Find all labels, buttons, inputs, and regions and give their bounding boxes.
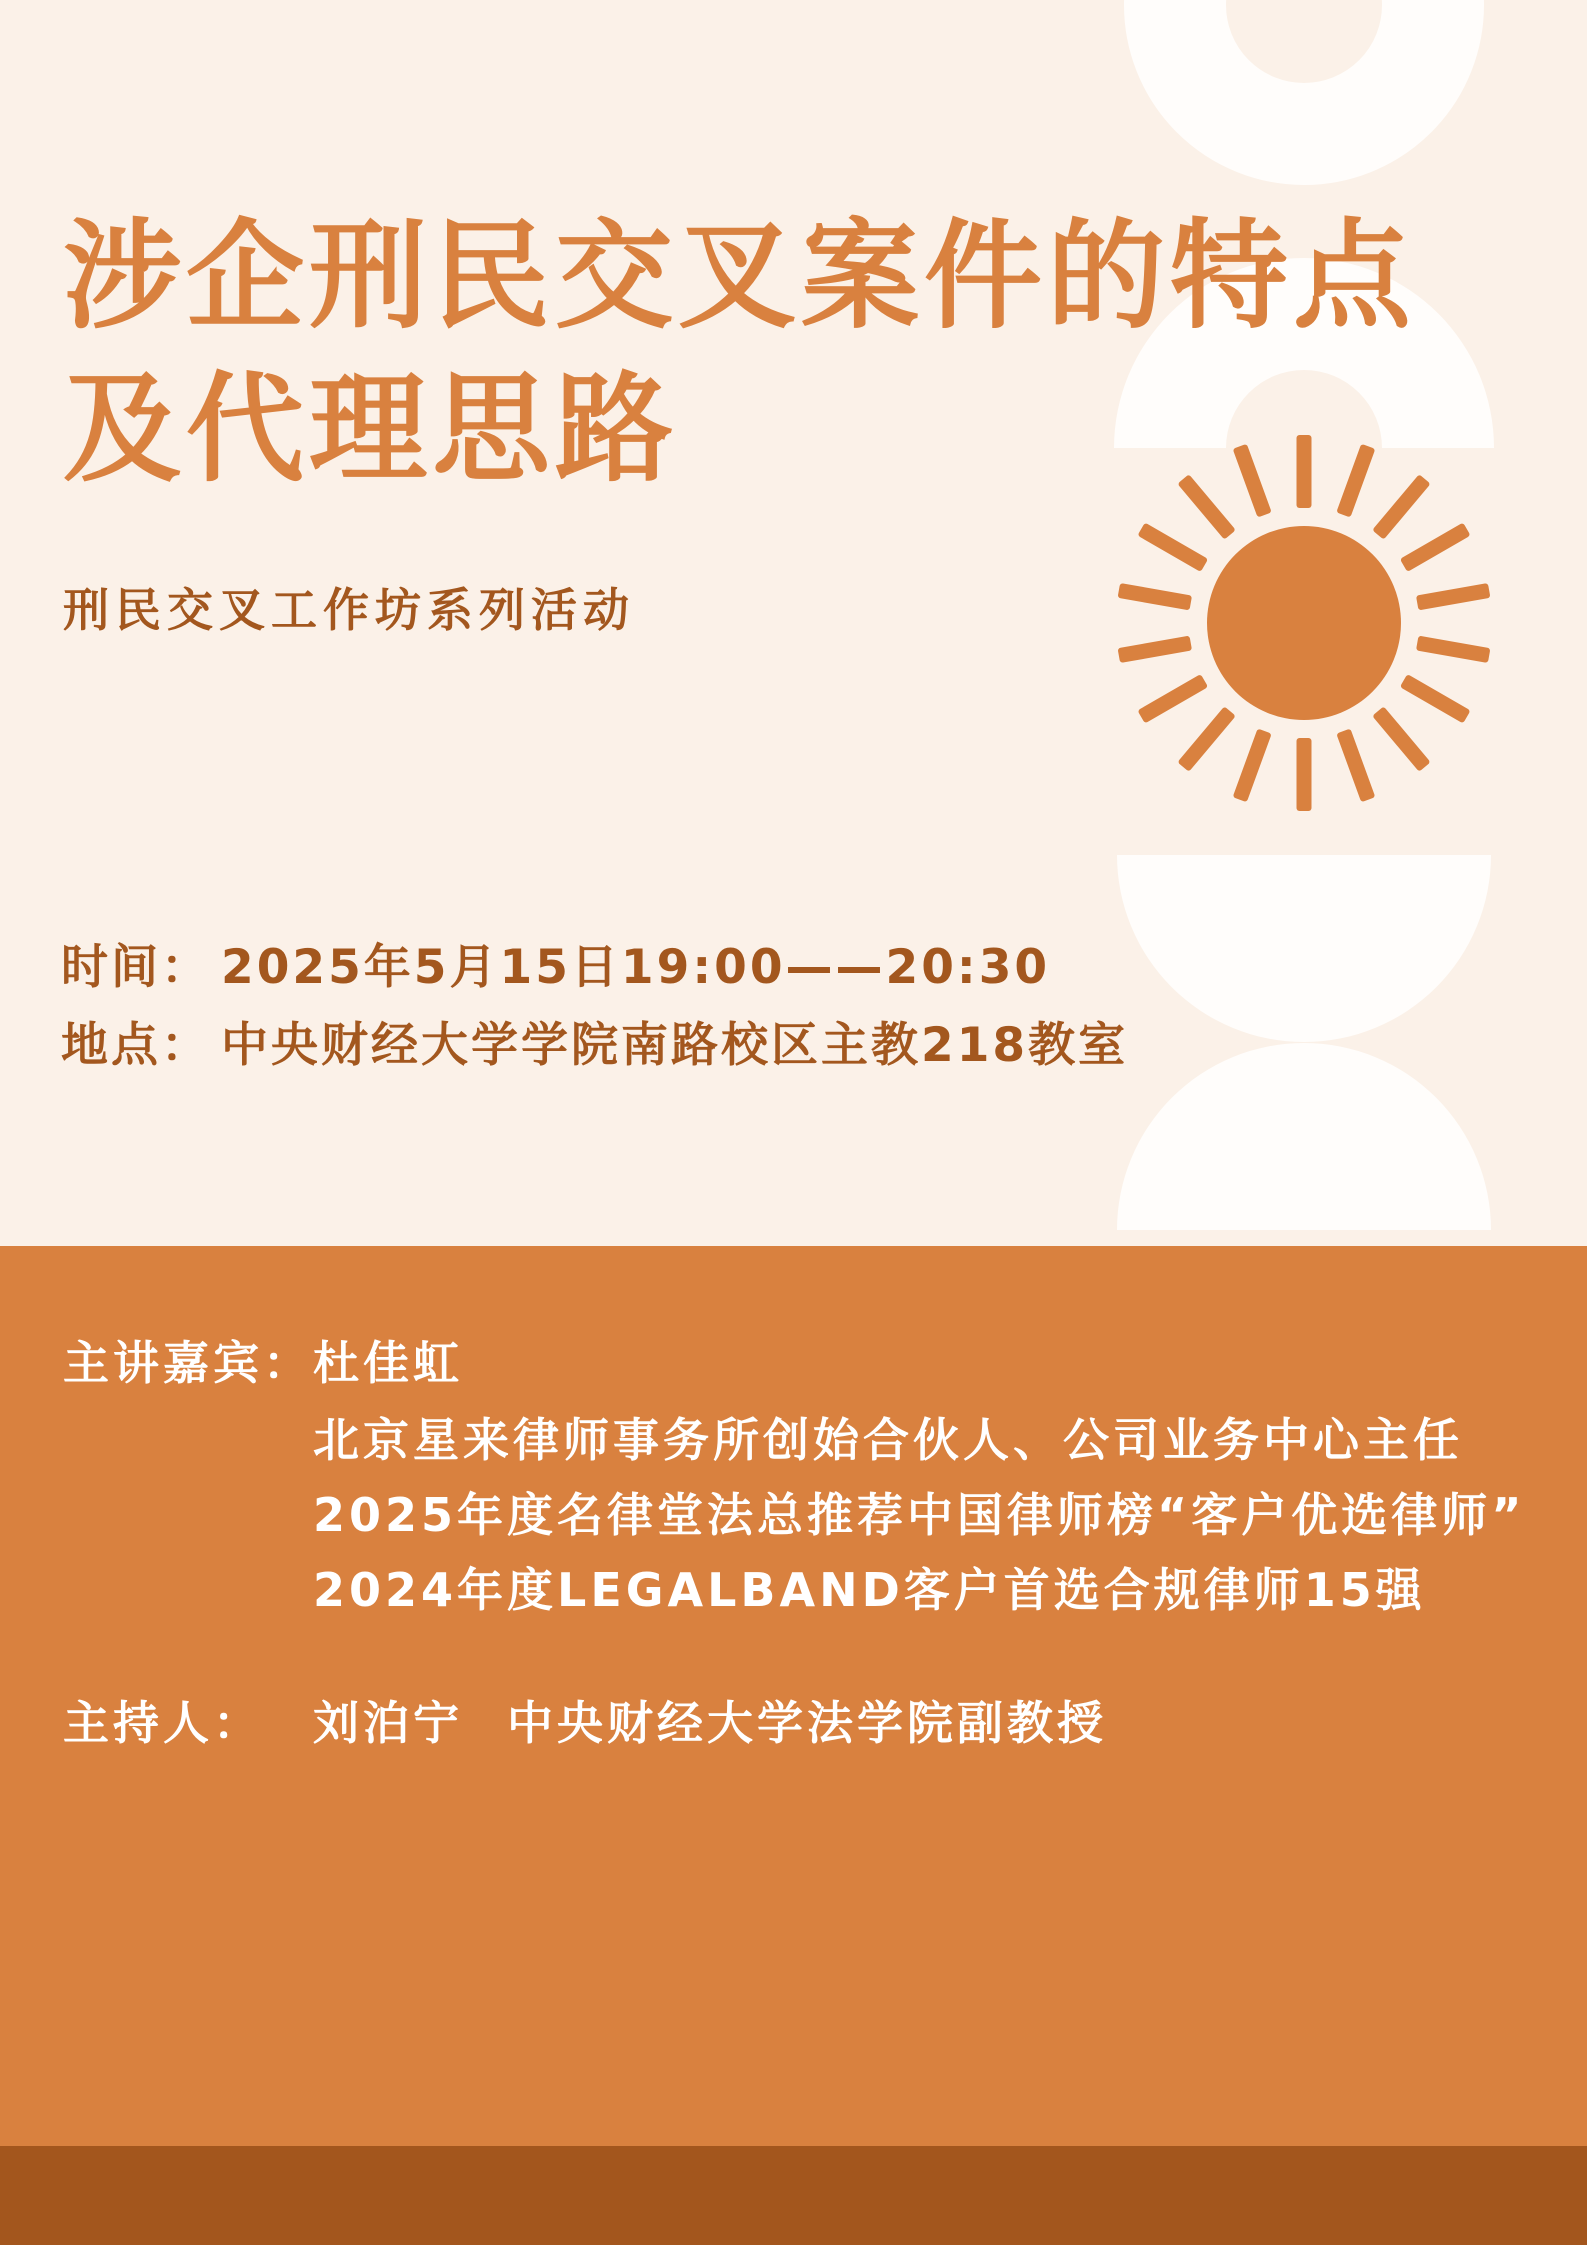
host-name: 刘泊宁 — [313, 1696, 463, 1750]
host-label: 主持人： — [63, 1696, 263, 1750]
location-value: 中央财经大学学院南路校区主教218教室 — [221, 1018, 1129, 1073]
speaker-section — [0, 1246, 1587, 2146]
event-time-row — [61, 937, 1050, 999]
ring-icon — [1175, 0, 1433, 134]
host-title: 中央财经大学法学院副教授 — [507, 1696, 1107, 1750]
speaker-name: 杜佳虹 — [313, 1336, 463, 1390]
location-label: 地点： — [61, 1018, 211, 1073]
time-label: 时间： — [61, 940, 211, 995]
speaker-credential-line: 北京星来律师事务所创始合伙人、公司业务中心主任 — [313, 1413, 1463, 1467]
title-line-1: 涉企刑民交叉案件的特点 — [63, 207, 1417, 345]
title-line-2: 及代理思路 — [63, 360, 679, 498]
speaker-credential-line: 2024年度LEGALBAND客户首选合规律师15强 — [313, 1563, 1426, 1617]
speaker-credential-line: 2025年度名律堂法总推荐中国律师榜“客户优选律师” — [313, 1488, 1526, 1542]
half-circle-up-icon — [1117, 1043, 1491, 1230]
time-value: 2025年5月15日19:00——20:30 — [221, 940, 1051, 995]
page-title — [63, 200, 1416, 506]
speaker-row — [63, 1332, 463, 1394]
event-location-row — [61, 1015, 1128, 1077]
host-row — [63, 1692, 1107, 1754]
half-circle-down-icon — [1117, 855, 1491, 1042]
speaker-label: 主讲嘉宾： — [63, 1336, 313, 1390]
speaker-credentials — [313, 1403, 1526, 1628]
series-subtitle: 刑民交叉工作坊系列活动 — [63, 583, 635, 637]
footer-strip — [0, 2146, 1587, 2245]
